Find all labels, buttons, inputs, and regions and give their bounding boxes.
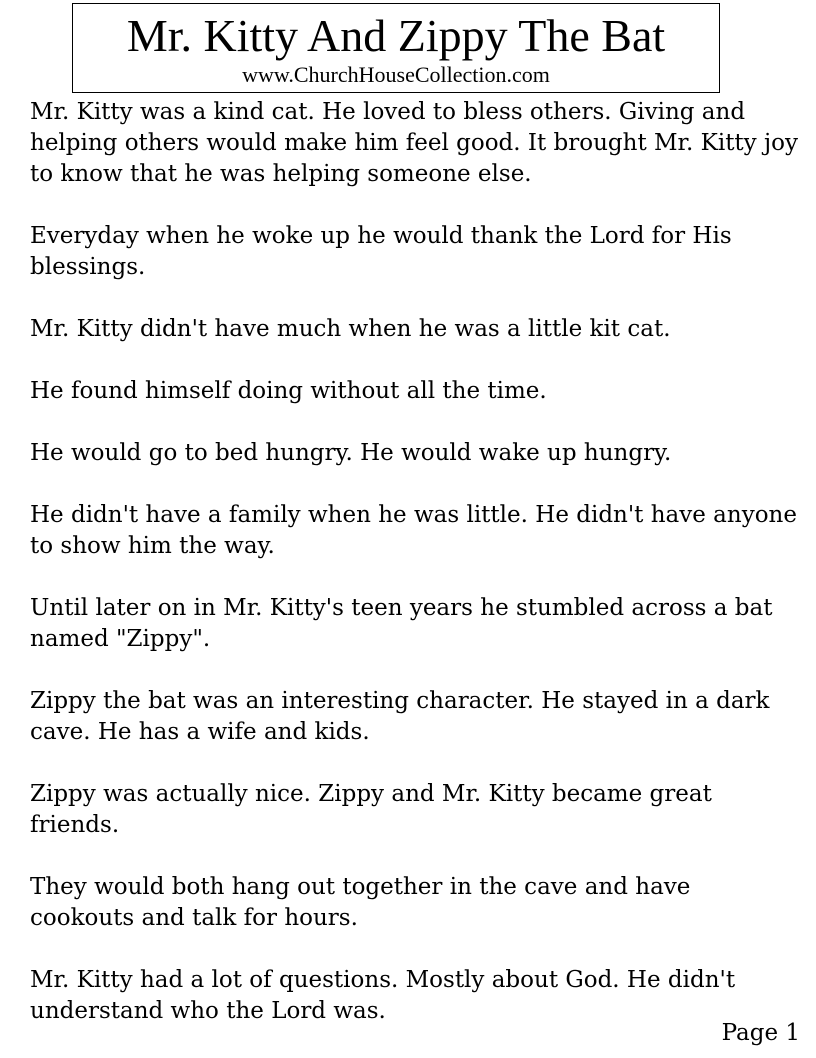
story-paragraph: Zippy was actually nice. Zippy and Mr. Kitty became great friends.	[30, 781, 712, 838]
page-number: Page 1	[721, 1020, 800, 1046]
story-paragraph: They would both hang out together in the cave and have cookouts and talk for hours.	[30, 874, 691, 931]
story-paragraph: He didn't have a family when he was little. He didn't have anyone to show him the way.	[30, 502, 797, 559]
story-paragraph: Mr. Kitty didn't have much when he was a little kit cat.	[30, 316, 671, 342]
story-paragraph: He would go to bed hungry. He would wake up hungry.	[30, 440, 672, 466]
story-paragraph: Mr. Kitty was a kind cat. He loved to bless others. Giving and helping others would make him feel good. It brought Mr. Kitty joy to know that he was helping someone else.	[30, 99, 798, 187]
story-body	[30, 97, 800, 1058]
story-paragraph: He found himself doing without all the time.	[30, 378, 547, 404]
page-title: Mr. Kitty And Zippy The Bat	[126, 10, 666, 61]
story-paragraph: Mr. Kitty had a lot of questions. Mostly about God. He didn't understand who the Lord was.	[30, 967, 736, 1024]
title-box	[72, 3, 720, 93]
story-paragraph: Everyday when he woke up he would thank the Lord for His blessings.	[30, 223, 732, 280]
story-paragraph: Until later on in Mr. Kitty's teen years he stumbled across a bat named "Zippy".	[30, 595, 773, 652]
story-paragraph: Zippy the bat was an interesting character. He stayed in a dark cave. He has a wife and kids.	[30, 688, 770, 745]
website-url: www.ChurchHouseCollection.com	[242, 62, 550, 87]
